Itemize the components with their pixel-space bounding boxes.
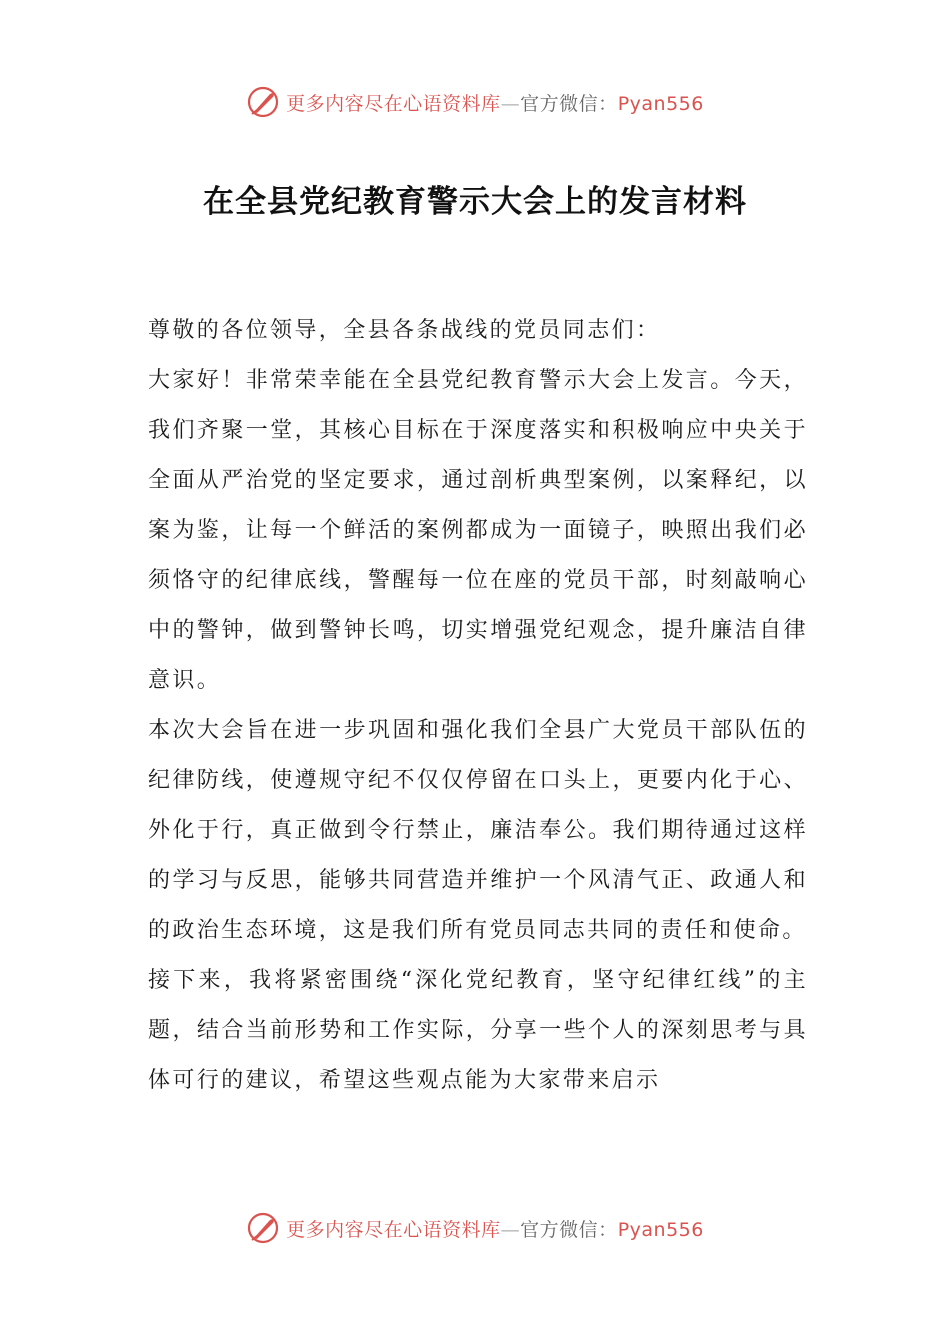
header-banner-separator: — — [500, 92, 521, 115]
header-banner-wechat-id: Pyan556 — [617, 92, 704, 115]
footer-banner-main: 更多内容尽在心语资料库 — [286, 1218, 501, 1241]
header-banner — [0, 82, 950, 122]
footer-banner-separator: — — [500, 1218, 521, 1241]
header-banner-text — [286, 89, 704, 116]
paragraph-2: 本次大会旨在进一步巩固和强化我们全县广大党员干部队伍的纪律防线，使遵规守纪不仅仅停留在口头上，更要内化于心、外化于行，真正做到令行禁止，廉洁奉公。我们期待通过这样的学习与反思，能够共同营造并维护一个风清气正、政通人和的政治生态环境，这是我们所有党员同志共同的责任和使命。 — [148, 718, 808, 943]
quill-pen-logo-icon — [246, 1211, 280, 1245]
header-banner-main: 更多内容尽在心语资料库 — [286, 92, 501, 115]
footer-banner-text — [286, 1215, 704, 1242]
document-title: 在全县党纪教育警示大会上的发言材料 — [203, 184, 747, 220]
paragraph-salutation: 尊敬的各位领导，全县各条战线的党员同志们： — [148, 318, 661, 343]
footer-banner-label: 官方微信： — [520, 1218, 618, 1241]
header-banner-label: 官方微信： — [520, 92, 618, 115]
footer-banner — [0, 1208, 950, 1248]
paragraph-1: 大家好！非常荣幸能在全县党纪教育警示大会上发言。今天，我们齐聚一堂，其核心目标在于深度落实和积极响应中央关于全面从严治党的坚定要求，通过剖析典型案例，以案释纪，以案为鉴，让每一个鲜活的案例都成为一面镜子，映照出我们必须恪守的纪律底线，警醒每一位在座的党员干部，时刻敲响心中的警钟，做到警钟长鸣，切实增强党纪观念，提升廉洁自律意识。 — [148, 368, 808, 693]
footer-banner-wechat-id: Pyan556 — [617, 1218, 704, 1241]
document-body — [148, 306, 808, 1106]
quill-pen-logo-icon — [246, 85, 280, 119]
paragraph-3: 接下来，我将紧密围绕“深化党纪教育，坚守纪律红线”的主题，结合当前形势和工作实际，分享一些个人的深刻思考与具体可行的建议，希望这些观点能为大家带来启示 — [148, 968, 808, 1093]
